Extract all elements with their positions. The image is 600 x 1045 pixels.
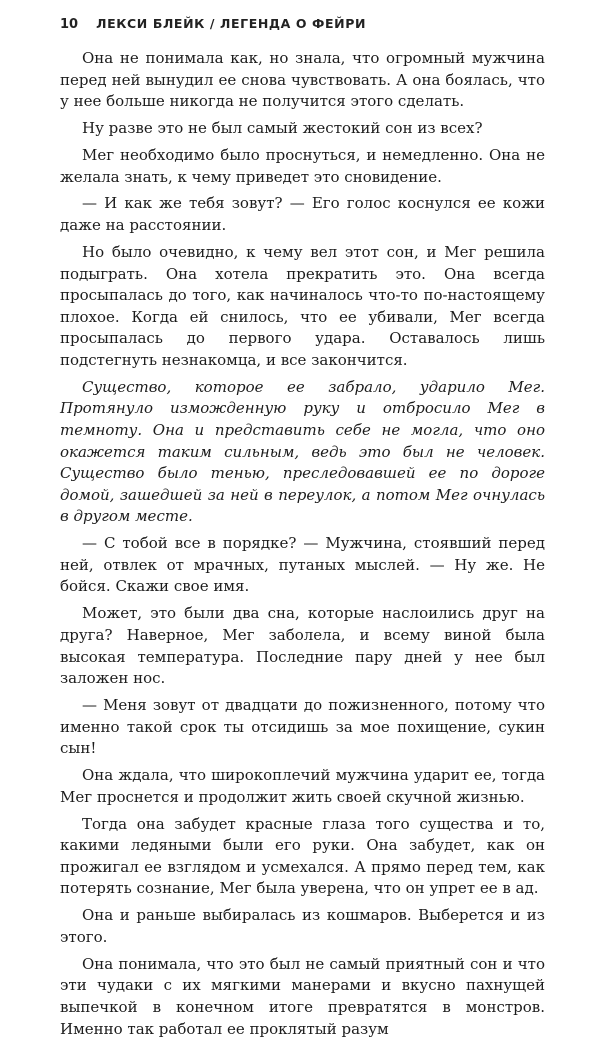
paragraph-3: Мег необходимо было проснуться, и немедленно. Она не желала знать, к чему приведет это сновидение. — [60, 145, 545, 186]
body-text — [60, 48, 545, 1045]
paragraph-1: Она не понимала как, но знала, что огромный мужчина перед ней вынудил ее снова чувствовать. А она боялась, что у нее больше никогда не получится этого сделать. — [60, 49, 545, 111]
running-head: ЛЕКСИ БЛЕЙК / ЛЕГЕНДА О ФЕЙРИ — [96, 16, 367, 31]
paragraph-5: Но было очевидно, к чему вел этот сон, и Мег решила подыграть. Она хотела прекратить это. Она всегда просыпалась до того, как начиналось что-то по-настоящему плохое. Когда ей снилось, что ее убивали, Мег всегда просыпалась до первого удара. Оставалось лишь подстегнуть незнакомца, и все закончится. — [60, 242, 545, 369]
paragraph-9: — Меня зовут от двадцати до пожизненного, потому что именно такой срок ты отсидишь за мое похищение, сукин сын! — [60, 696, 545, 758]
paragraph-12: Она и раньше выбиралась из кошмаров. Выберется и из этого. — [60, 906, 545, 946]
paragraph-6: Существо, которое ее забрало, ударило Мег. Протянуло изможденную руку и отбросило Мег в темноту. Она и представить себе не могла, что оно окажется таким сильным, ведь это был не человек. Существо было тенью, преследовавшей ее по дороге домой, зашедшей за ней в переулок, а потом Мег очнулась в другом месте. — [60, 377, 545, 526]
paragraph-7: — С тобой все в порядке? — Мужчина, стоявший перед ней, отвлек от мрачных, путаных мыслей. — Ну же. Не бойся. Скажи свое имя. — [60, 534, 545, 596]
paragraph-10: Она ждала, что широкоплечий мужчина ударит ее, тогда Мег проснется и продолжит жить своей скучной жизнью. — [60, 766, 545, 806]
paragraph-4: — И как же тебя зовут? — Его голос коснулся ее кожи даже на расстоянии. — [60, 194, 545, 235]
paragraph-11: Тогда она забудет красные глаза того существа и то, какими ледяными были его руки. Она забудет, как он прожигал ее взглядом и усмехался. А прямо перед тем, как потерять сознание, Мег была уверена, что он упрет ее в ад. — [60, 814, 545, 898]
page-number: 10 — [60, 17, 79, 32]
paragraph-2: Ну разве это не был самый жестокий сон из всех? — [82, 119, 483, 138]
paragraph-8: Может, это были два сна, которые наслоились друг на друга? Наверное, Мег заболела, и всему виной была высокая температура. Последние пару дней у нее был заложен нос. — [60, 604, 545, 688]
page-header — [60, 16, 560, 32]
paragraph-13: Она понимала, что это был не самый приятный сон и что эти чудаки с их мягкими манерами и вкусно пахнущей выпечкой в конечном итоге превратятся в монстров. Именно так работал ее проклятый разум — [60, 954, 545, 1038]
